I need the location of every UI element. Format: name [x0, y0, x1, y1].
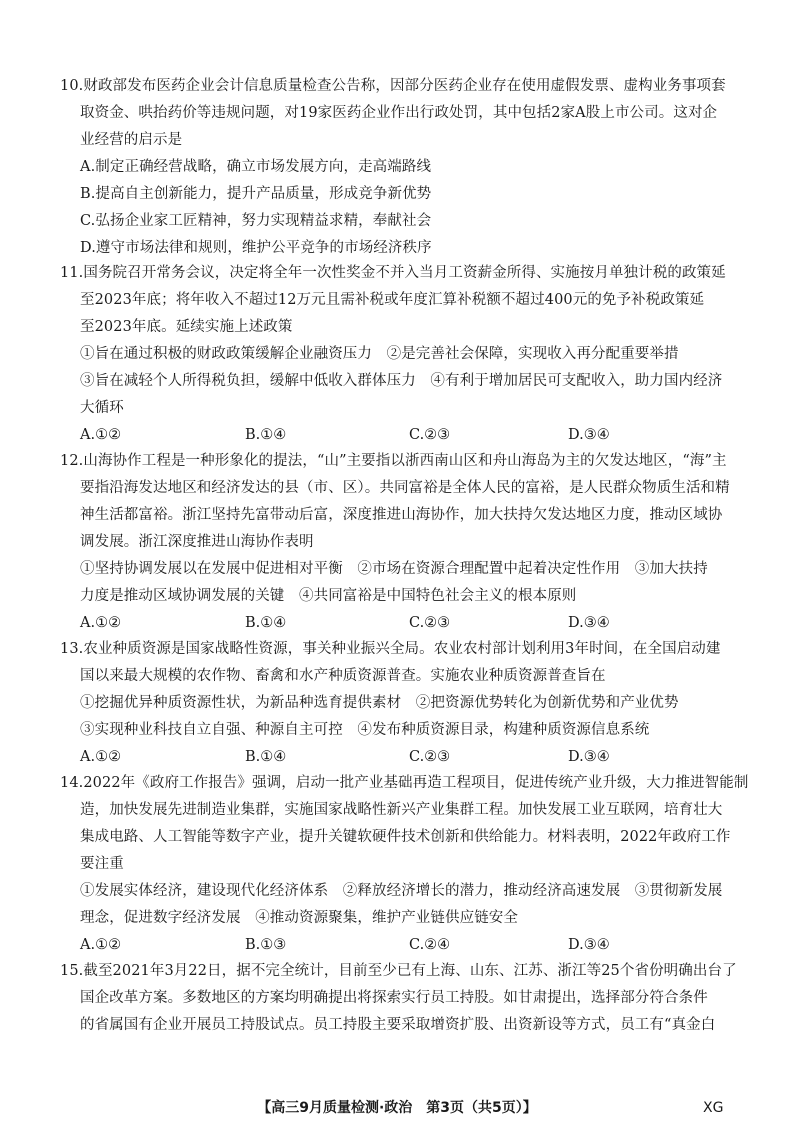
choice-d: D.③④	[568, 937, 610, 953]
choice-d: D.③④	[568, 615, 610, 631]
statement-line: ①旨在通过积极的财政政策缓解企业融资压力 ②是完善社会保障，实现收入再分配重要举措	[80, 346, 679, 362]
statement-line: ①坚持协调发展以在发展中促进相对平衡 ②市场在资源合理配置中起着决定性作用 ③加大扶持	[80, 561, 708, 577]
question-text-line: 14.2022年《政府工作报告》强调，启动一批产业基础再造工程项目，促进传统产业升级，大力推进智能制	[60, 775, 749, 791]
choice-c: C.②③	[409, 427, 451, 443]
choices-row	[80, 613, 740, 633]
statement-line: 大循环	[80, 400, 124, 416]
question-text-line: 至2023年底；将年收入不超过12万元且需补税或年度汇算补税额不超过400元的免予补税政策延	[80, 292, 705, 308]
question-text-line: 国以来最大规模的农作物、畜禽和水产种质资源普查。实施农业种质资源普查旨在	[80, 668, 606, 684]
question-text-line: 要指沿海发达地区和经济发达的县（市、区）。共同富裕是全体人民的富裕，是人民群众物质生活和精	[80, 480, 730, 496]
question-text-line: 造，加快发展先进制造业集群，实施国家战略性新兴产业集群工程。加快发展工业互联网，培育壮大	[80, 802, 723, 818]
question-text-line: 业经营的启示是	[80, 132, 183, 148]
option-a: A.制定正确经营战略，确立市场发展方向，走高端路线	[80, 159, 432, 175]
question-text-line: 国企改革方案。多数地区的方案均明确提出将探索实行员工持股。如甘肃提出，选择部分符合条件	[80, 990, 708, 1006]
choice-b: B.①④	[245, 615, 287, 631]
choice-a: A.①②	[80, 427, 122, 443]
choice-b: B.①④	[245, 749, 287, 765]
question-text-line: 15.截至2021年3月22日，据不完全统计，目前至少已有上海、山东、江苏、浙江等25个省份明确出台了	[60, 963, 737, 979]
question-text-line: 调发展。浙江深度推进山海协作表明	[80, 534, 314, 550]
choices-row	[80, 747, 740, 767]
page-footer	[0, 1098, 794, 1118]
choice-b: B.①③	[245, 937, 287, 953]
footer-title: 【高三9月质量检测·政治 第3页（共5页）】	[257, 1100, 537, 1116]
statement-line: 理念，促进数字经济发展 ④推动资源聚集，维护产业链供应链安全	[80, 910, 518, 926]
choices-row	[80, 425, 740, 445]
option-d: D.遵守市场法律和规则，维护公平竞争的市场经济秩序	[80, 240, 432, 256]
question-text-line: 10.财政部发布医药企业会计信息质量检查公告称，因部分医药企业存在使用虚假发票、虚构业务事项套	[60, 78, 726, 94]
choice-c: C.②③	[409, 615, 451, 631]
choice-d: D.③④	[568, 427, 610, 443]
statement-line: ①发展实体经济，建设现代化经济体系 ②释放经济增长的潜力，推动经济高速发展 ③贯彻新发展	[80, 883, 723, 899]
question-text-line: 至2023年底。延续实施上述政策	[80, 319, 293, 335]
question-text-line: 13.农业种质资源是国家战略性资源，事关种业振兴全局。农业农村部计划利用3年时间，在全国启动建	[60, 641, 721, 657]
question-text-line: 11.国务院召开常务会议，决定将全年一次性奖金不并入当月工资薪金所得、实施按月单独计税的政策延	[60, 265, 726, 281]
choice-c: C.②③	[409, 749, 451, 765]
choices-row	[80, 935, 740, 955]
choice-b: B.①④	[245, 427, 287, 443]
footer-code: XG	[703, 1100, 724, 1116]
question-text-line: 要注重	[80, 856, 124, 872]
statement-line: 力度是推动区域协调发展的关键 ④共同富裕是中国特色社会主义的根本原则	[80, 588, 577, 604]
question-text-line: 神生活都富裕。浙江坚持先富带动后富，深度推进山海协作，加大扶持欠发达地区力度，推动区域协	[80, 507, 723, 523]
choice-a: A.①②	[80, 937, 122, 953]
option-c: C.弘扬企业家工匠精神，努力实现精益求精，奉献社会	[80, 213, 432, 229]
question-text-line: 12.山海协作工程是一种形象化的提法，“山”主要指以浙西南山区和舟山海岛为主的欠发达地区，“海”主	[60, 453, 727, 469]
statement-line: ①挖掘优异种质资源性状，为新品种选育提供素材 ②把资源优势转化为创新优势和产业优势	[80, 695, 679, 711]
choice-d: D.③④	[568, 749, 610, 765]
option-b: B.提高自主创新能力，提升产品质量，形成竞争新优势	[80, 186, 432, 202]
choice-c: C.②④	[409, 937, 451, 953]
choice-a: A.①②	[80, 749, 122, 765]
question-text-line: 的省属国有企业开展员工持股试点。员工持股主要采取增资扩股、出资新设等方式，员工有“真金白	[80, 1017, 716, 1033]
question-text-line: 集成电路、人工智能等数字产业，提升关键软硬件技术创新和供给能力。材料表明，2022年政府工作	[80, 829, 731, 845]
choice-a: A.①②	[80, 615, 122, 631]
statement-line: ③旨在减轻个人所得税负担，缓解中低收入群体压力 ④有利于增加居民可支配收入，助力国内经济	[80, 373, 723, 389]
question-text-line: 取资金、哄抬药价等违规问题，对19家医药企业作出行政处罚，其中包括2家A股上市公司。这对企	[80, 105, 718, 121]
statement-line: ③实现种业科技自立自强、种源自主可控 ④发布种质资源目录，构建种质资源信息系统	[80, 722, 650, 738]
